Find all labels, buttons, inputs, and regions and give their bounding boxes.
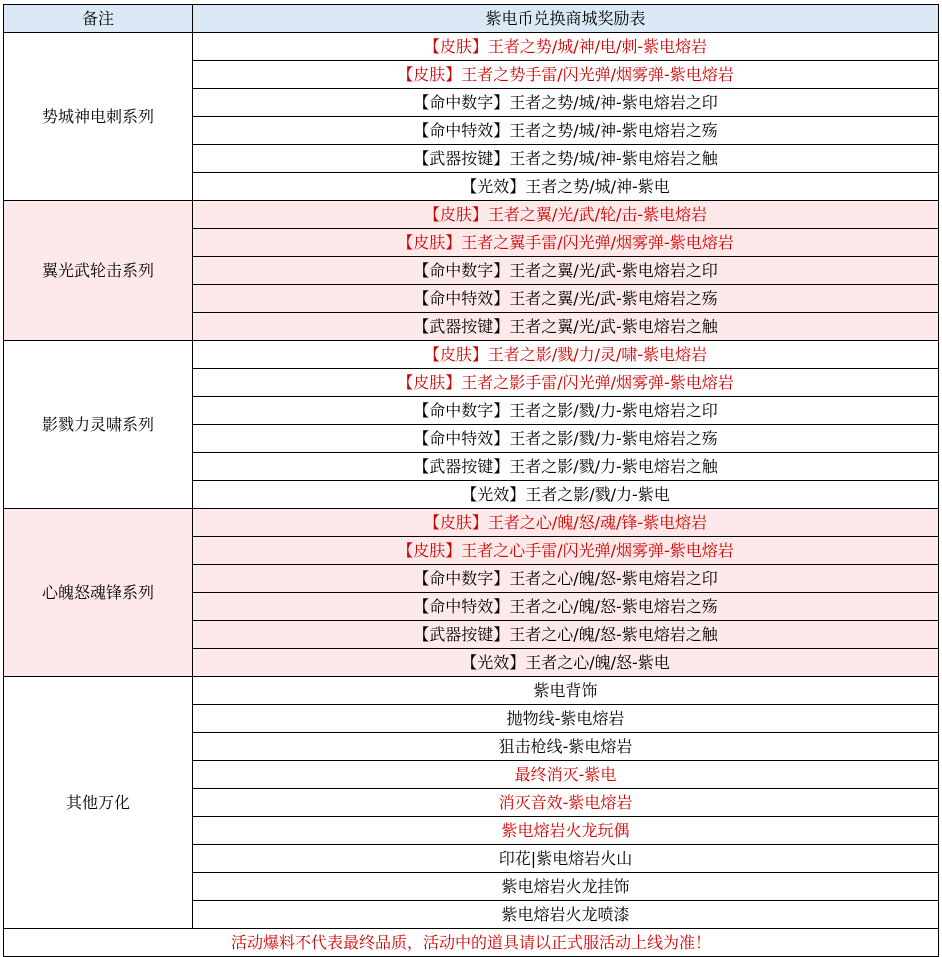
- reward-item-cell: 【命中特效】王者之翼/光/武-紫电熔岩之殇: [193, 285, 939, 313]
- reward-item-cell: 【命中特效】王者之势/城/神-紫电熔岩之殇: [193, 117, 939, 145]
- reward-item-cell: 【武器按键】王者之势/城/神-紫电熔岩之触: [193, 145, 939, 173]
- reward-item-cell: 【命中数字】王者之影/戮/力-紫电熔岩之印: [193, 397, 939, 425]
- reward-item-cell: 最终消灭-紫电: [193, 761, 939, 789]
- reward-item-cell: 【皮肤】王者之影/戮/力/灵/啸-紫电熔岩: [193, 341, 939, 369]
- reward-item-cell: 【皮肤】王者之翼/光/武/轮/击-紫电熔岩: [193, 201, 939, 229]
- reward-item-cell: 【命中数字】王者之翼/光/武-紫电熔岩之印: [193, 257, 939, 285]
- reward-item-cell: 【光效】王者之势/城/神-紫电: [193, 173, 939, 201]
- table-body: [4, 33, 939, 929]
- reward-item-cell: 【光效】王者之心/魄/怒-紫电: [193, 649, 939, 677]
- note-header: 备注: [4, 5, 193, 33]
- reward-item-cell: 紫电熔岩火龙喷漆: [193, 901, 939, 929]
- reward-item-cell: 【皮肤】王者之心/魄/怒/魂/锋-紫电熔岩: [193, 509, 939, 537]
- group-name-cell: 翼光武轮击系列: [4, 201, 193, 341]
- group-name-cell: 影戮力灵啸系列: [4, 341, 193, 509]
- reward-item-cell: 【皮肤】王者之心手雷/闪光弹/烟雾弹-紫电熔岩: [193, 537, 939, 565]
- reward-item-cell: 【命中特效】王者之心/魄/怒-紫电熔岩之殇: [193, 593, 939, 621]
- reward-item-cell: 紫电背饰: [193, 677, 939, 705]
- reward-item-cell: 【武器按键】王者之心/魄/怒-紫电熔岩之触: [193, 621, 939, 649]
- reward-item-cell: 狙击枪线-紫电熔岩: [193, 733, 939, 761]
- table-row: [4, 677, 939, 705]
- reward-item-cell: 消灭音效-紫电熔岩: [193, 789, 939, 817]
- reward-table: [3, 4, 939, 957]
- header-row: [4, 5, 939, 33]
- title-header: 紫电币兑换商城奖励表: [193, 5, 939, 33]
- reward-item-cell: 【武器按键】王者之翼/光/武-紫电熔岩之触: [193, 313, 939, 341]
- reward-item-cell: 印花|紫电熔岩火山: [193, 845, 939, 873]
- reward-item-cell: 紫电熔岩火龙挂饰: [193, 873, 939, 901]
- reward-item-cell: 【皮肤】王者之影手雷/闪光弹/烟雾弹-紫电熔岩: [193, 369, 939, 397]
- reward-item-cell: 【命中数字】王者之心/魄/怒-紫电熔岩之印: [193, 565, 939, 593]
- table-row: [4, 341, 939, 369]
- reward-item-cell: 【武器按键】王者之影/戮/力-紫电熔岩之触: [193, 453, 939, 481]
- table-row: [4, 33, 939, 61]
- reward-item-cell: 【皮肤】王者之势/城/神/电/刺-紫电熔岩: [193, 33, 939, 61]
- reward-item-cell: 【命中特效】王者之影/戮/力-紫电熔岩之殇: [193, 425, 939, 453]
- group-name-cell: 心魄怒魂锋系列: [4, 509, 193, 677]
- group-name-cell: 势城神电刺系列: [4, 33, 193, 201]
- footer-row: [4, 929, 939, 957]
- reward-item-cell: 【皮肤】王者之翼手雷/闪光弹/烟雾弹-紫电熔岩: [193, 229, 939, 257]
- reward-item-cell: 紫电熔岩火龙玩偶: [193, 817, 939, 845]
- table-row: [4, 509, 939, 537]
- group-name-cell: 其他万化: [4, 677, 193, 929]
- reward-item-cell: 抛物线-紫电熔岩: [193, 705, 939, 733]
- reward-item-cell: 【命中数字】王者之势/城/神-紫电熔岩之印: [193, 89, 939, 117]
- table-row: [4, 201, 939, 229]
- footer-note: 活动爆料不代表最终品质，活动中的道具请以正式服活动上线为准！: [4, 929, 939, 957]
- reward-item-cell: 【光效】王者之影/戮/力-紫电: [193, 481, 939, 509]
- reward-item-cell: 【皮肤】王者之势手雷/闪光弹/烟雾弹-紫电熔岩: [193, 61, 939, 89]
